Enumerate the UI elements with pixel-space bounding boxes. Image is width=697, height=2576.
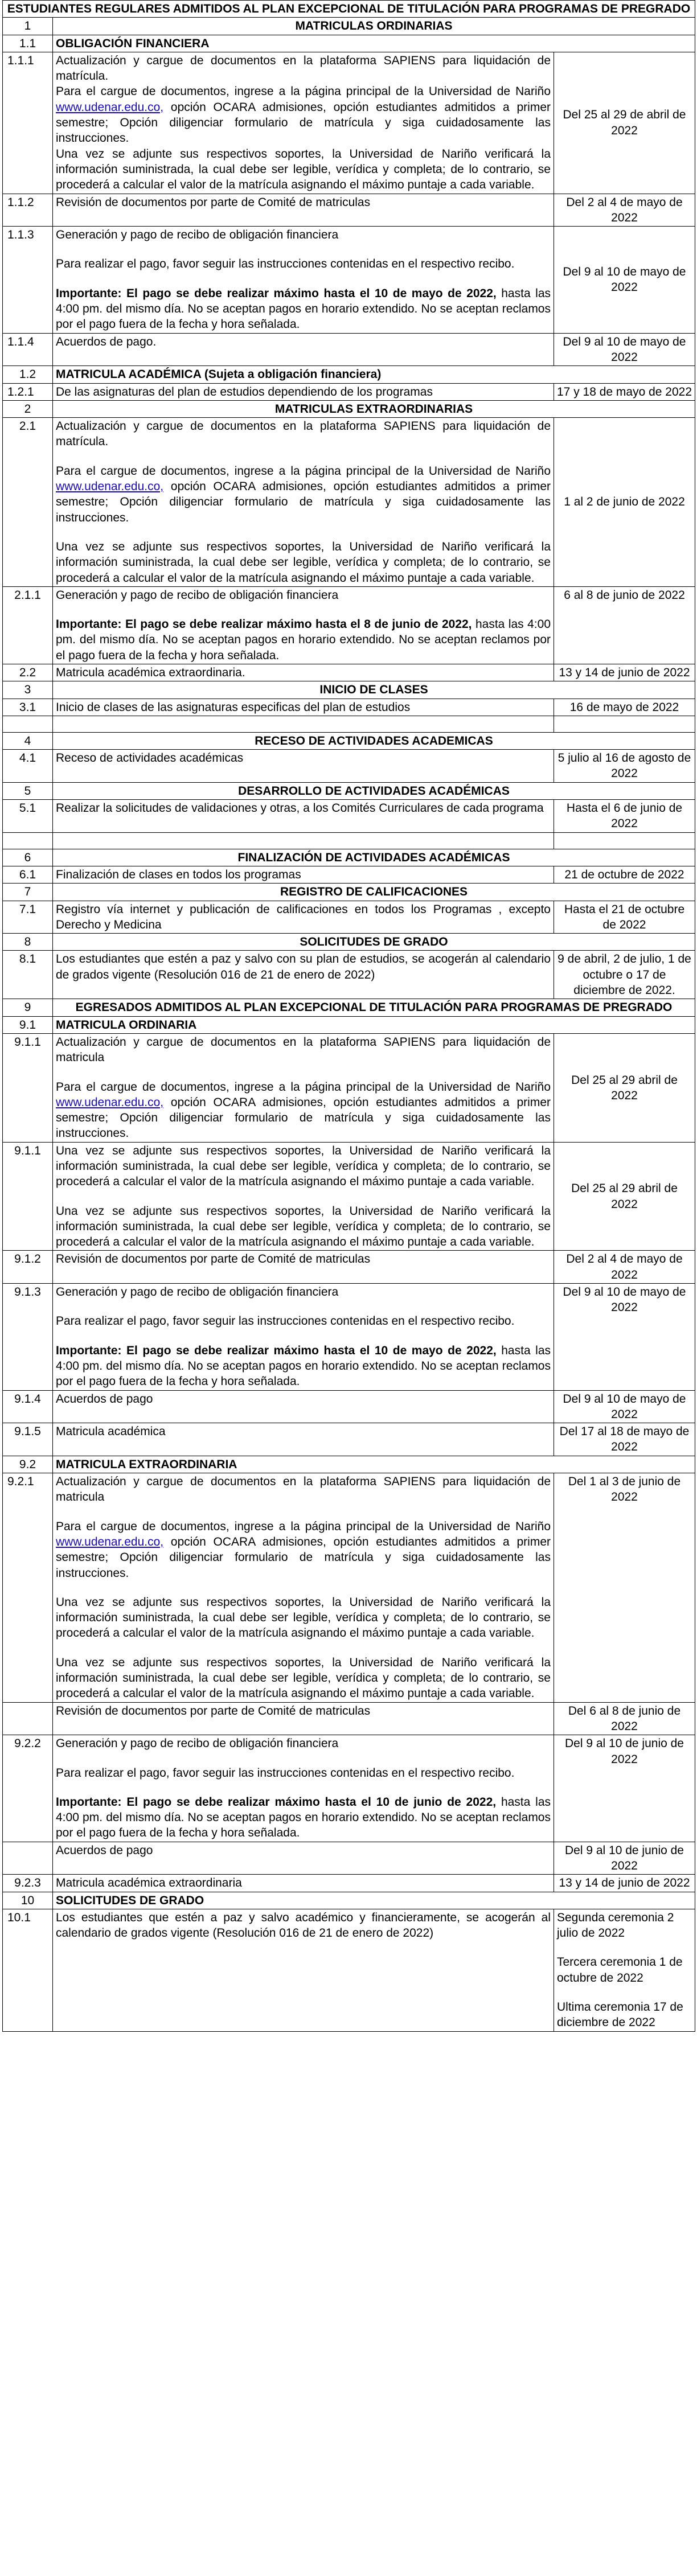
item-date: Del 2 al 4 de mayo de 2022	[554, 194, 695, 227]
table-row	[3, 52, 695, 194]
table-row	[3, 1284, 695, 1390]
desc-paragraph	[56, 286, 551, 332]
desc-paragraph	[56, 617, 551, 663]
subsection-title: OBLIGACIÓN FINANCIERA	[53, 35, 695, 52]
section-title: SOLICITUDES DE GRADO	[53, 934, 695, 951]
subsection-number: 1.2	[3, 366, 53, 383]
title-row	[3, 1, 695, 18]
subsection-title: MATRICULA ACADÉMICA (Sujeta a obligación financiera)	[53, 366, 695, 383]
item-number: 3.1	[3, 699, 53, 716]
section-title: MATRICULAS EXTRAORDINARIAS	[53, 400, 695, 417]
item-date: Del 9 al 10 de junio de 2022	[554, 1735, 695, 1842]
table-row	[3, 194, 695, 227]
subsection-number: 9.1	[3, 1016, 53, 1033]
table-row	[3, 1735, 695, 1842]
section-title: INICIO DE CLASES	[53, 681, 695, 699]
item-number: 1.1.1	[3, 52, 53, 194]
table-row	[3, 1875, 695, 1892]
desc-text: opción OCARA admisiones, opción estudiantes admitidos a primer semestre; Opción diligenciar formulario de matrícula y siga cuidadosamente las instrucciones.	[56, 1095, 551, 1140]
desc-text: Para el cargue de documentos, ingrese a la página principal de la Universidad de Nariño	[56, 85, 551, 98]
document-title: ESTUDIANTES REGULARES ADMITIDOS AL PLAN EXCEPCIONAL DE TITULACIÓN PARA PROGRAMAS DE PREGRADO	[3, 1, 695, 18]
empty-row	[3, 716, 695, 732]
table-row	[3, 951, 695, 999]
subsection-title: MATRICULA ORDINARIA	[53, 1016, 695, 1033]
section-row	[3, 400, 695, 417]
table-row	[3, 333, 695, 366]
section-title: EGRESADOS ADMITIDOS AL PLAN EXCEPCIONAL DE TITULACIÓN PARA PROGRAMAS DE PREGRADO	[53, 999, 695, 1016]
table-row	[3, 901, 695, 934]
desc-paragraph: Una vez se adjunte sus respectivos soportes, la Universidad de Nariño verificará la información suministrada, la cual debe ser legible, verídica y completa; de lo contrario, se procederá a calcular el valor de la matrícula asignando el máximo puntaje a cada variable.	[56, 1144, 551, 1189]
section-number: 8	[3, 934, 53, 951]
item-number: 1.2.1	[3, 383, 53, 400]
section-row	[3, 884, 695, 901]
table-row	[3, 1251, 695, 1284]
item-date: 21 de octubre de 2022	[554, 866, 695, 883]
desc-paragraph: Generación y pago de recibo de obligación financiera	[56, 1737, 339, 1751]
item-description	[53, 1142, 554, 1251]
item-date: Del 9 al 10 de mayo de 2022	[554, 1284, 695, 1390]
section-row	[3, 782, 695, 799]
table-row	[3, 1702, 695, 1735]
item-number: 2.2	[3, 664, 53, 681]
desc-text: opción OCARA admisiones, opción estudiantes admitidos a primer semestre; Opción diligenciar formulario de matrícula y siga cuidadosamente las instrucciones.	[56, 480, 551, 524]
desc-text: hasta las 4:00 pm. del mismo día. No se aceptan pagos en horario extendido. No se aceptan reclamos por el pago fuera de la fecha y hora señalada.	[56, 1795, 551, 1840]
item-date: 13 y 14 de junio de 2022	[554, 664, 695, 681]
section-row	[3, 934, 695, 951]
item-description: Revisión de documentos por parte de Comité de matriculas	[53, 1251, 554, 1284]
section-number: 1	[3, 18, 53, 35]
item-number: 9.1.4	[3, 1390, 53, 1423]
item-date: Del 9 al 10 de mayo de 2022	[554, 333, 695, 366]
desc-paragraph: Una vez se adjunte sus respectivos soportes, la Universidad de Nariño verificará la información suministrada, la cual debe ser legible, verídica y completa; de lo contrario, se procederá a calcular el valor de la matrícula asignando el máximo puntaje a cada variable.	[56, 1204, 551, 1249]
section-row	[3, 681, 695, 699]
desc-paragraph: Una vez se adjunte sus respectivos soportes, la Universidad de Nariño verificará la información suministrada, la cual debe ser legible, verídica y completa; de lo contrario, se procederá a calcular el valor de la matrícula asignando el máximo puntaje a cada variable.	[56, 540, 551, 585]
item-number: 5.1	[3, 800, 53, 833]
desc-paragraph: Generación y pago de recibo de obligación financiera	[56, 588, 339, 602]
item-description: Revisión de documentos por parte de Comité de matriculas	[53, 1702, 554, 1735]
desc-paragraph: Actualización y cargue de documentos en la plataforma SAPIENS para liquidación de matricula	[56, 1035, 551, 1065]
item-description: Acuerdos de pago	[53, 1390, 554, 1423]
section-row	[3, 999, 695, 1016]
item-number: 9.2.3	[3, 1875, 53, 1892]
section-number: 10	[3, 1892, 53, 1909]
empty-cell	[53, 716, 554, 732]
empty-row	[3, 832, 695, 849]
empty-cell	[554, 832, 695, 849]
desc-paragraph: Para realizar el pago, favor seguir las instrucciones contenidas en el respectivo recibo.	[56, 1766, 515, 1780]
desc-paragraph: Para realizar el pago, favor seguir las instrucciones contenidas en el respectivo recibo.	[56, 257, 515, 271]
item-date: Del 25 al 29 abril de 2022	[554, 1033, 695, 1142]
section-row	[3, 1892, 695, 1909]
item-description: Los estudiantes que estén a paz y salvo con su plan de estudios, se acogerán al calendario de grados vigente (Resolución 016 de 21 de enero de 2022)	[53, 951, 554, 999]
section-title: RECESO DE ACTIVIDADES ACADEMICAS	[53, 732, 695, 749]
item-description	[53, 1735, 554, 1842]
desc-paragraph: Actualización y cargue de documentos en la plataforma SAPIENS para liquidación de matricula	[56, 1475, 551, 1504]
subsection-row	[3, 1016, 695, 1033]
table-row	[3, 1390, 695, 1423]
desc-paragraph	[56, 1079, 551, 1141]
udenar-link[interactable]: www.udenar.edu.co,	[56, 480, 164, 494]
desc-paragraph	[56, 463, 551, 525]
table-row	[3, 418, 695, 587]
item-number: 1.1.4	[3, 333, 53, 366]
item-number	[3, 1702, 53, 1735]
item-description	[53, 1033, 554, 1142]
section-row	[3, 849, 695, 866]
item-date: Hasta el 6 de junio de 2022	[554, 800, 695, 833]
desc-text: Para el cargue de documentos, ingrese a la página principal de la Universidad de Nariño	[56, 1080, 551, 1094]
subsection-row	[3, 35, 695, 52]
item-date: 5 julio al 16 de agosto de 2022	[554, 750, 695, 783]
item-description: Matricula académica	[53, 1423, 554, 1456]
item-date	[554, 1909, 695, 2031]
desc-paragraph	[56, 1343, 551, 1390]
desc-paragraph: Una vez se adjunte sus respectivos soportes, la Universidad de Nariño verificará la información suministrada, la cual debe ser legible, verídica y completa; de lo contrario, se procederá a calcular el valor de la matrícula asignando el máximo puntaje a cada variable.	[56, 147, 551, 192]
item-date: Del 2 al 4 de mayo de 2022	[554, 1251, 695, 1284]
item-date: Del 17 al 18 de mayo de 2022	[554, 1423, 695, 1456]
item-description	[53, 586, 554, 664]
subsection-row	[3, 1456, 695, 1473]
desc-paragraph	[56, 1794, 551, 1841]
section-number: 2	[3, 400, 53, 417]
item-description: Realizar la solicitudes de validaciones y otras, a los Comités Curriculares de cada programa	[53, 800, 554, 833]
section-number: 6	[3, 849, 53, 866]
section-title: REGISTRO DE CALIFICACIONES	[53, 884, 695, 901]
item-description	[53, 52, 554, 194]
item-date: 1 al 2 de junio de 2022	[554, 418, 695, 587]
desc-text: Para el cargue de documentos, ingrese a la página principal de la Universidad de Nariño	[56, 464, 551, 478]
desc-paragraph: Para realizar el pago, favor seguir las instrucciones contenidas en el respectivo recibo.	[56, 1314, 515, 1328]
academic-calendar-table	[2, 0, 695, 2032]
item-date: Del 25 al 29 abril de 2022	[554, 1142, 695, 1251]
desc-paragraph	[56, 1519, 551, 1581]
item-date: Del 1 al 3 de junio de 2022	[554, 1473, 695, 1703]
table-row	[3, 866, 695, 883]
desc-paragraph: Una vez se adjunte sus respectivos soportes, la Universidad de Nariño verificará la información suministrada, la cual debe ser legible, verídica y completa; de lo contrario, se procederá a calcular el valor de la matrícula asignando el máximo puntaje a cada variable.	[56, 1655, 551, 1700]
item-number: 1.1.3	[3, 227, 53, 333]
section-row	[3, 18, 695, 35]
item-date: 17 y 18 de mayo de 2022	[554, 383, 695, 400]
item-description: Receso de actividades académicas	[53, 750, 554, 783]
item-date: Hasta el 21 de octubre de 2022	[554, 901, 695, 934]
important-note: Importante: El pago se debe realizar máximo hasta el 10 de mayo de 2022,	[56, 1344, 497, 1357]
desc-text: hasta las 4:00 pm. del mismo día. No se aceptan pagos en horario extendido. No se aceptan reclamos por el pago fuera de la fecha y hora señalada.	[56, 286, 551, 331]
table-row	[3, 227, 695, 333]
item-description: Inicio de clases de las asignaturas especificas del plan de estudios	[53, 699, 554, 716]
empty-cell	[554, 716, 695, 732]
item-description	[53, 227, 554, 333]
item-number: 9.1.2	[3, 1251, 53, 1284]
table-row	[3, 1909, 695, 2031]
item-date: Del 25 al 29 de abril de 2022	[554, 52, 695, 194]
empty-cell	[53, 832, 554, 849]
item-description: Acuerdos de pago.	[53, 333, 554, 366]
item-number: 9.1.1	[3, 1033, 53, 1142]
item-number: 7.1	[3, 901, 53, 934]
desc-paragraph: Generación y pago de recibo de obligación financiera	[56, 228, 339, 242]
item-number: 2.1.1	[3, 586, 53, 664]
item-number: 6.1	[3, 866, 53, 883]
item-date: Del 9 al 10 de mayo de 2022	[554, 227, 695, 333]
section-number: 4	[3, 732, 53, 749]
section-number: 9	[3, 999, 53, 1016]
table-row	[3, 1142, 695, 1251]
desc-paragraph: Actualización y cargue de documentos en la plataforma SAPIENS para liquidación de matrícula.	[56, 420, 551, 449]
item-description: De las asignaturas del plan de estudios dependiendo de los programas	[53, 383, 554, 400]
desc-text: opción OCARA admisiones, opción estudiantes admitidos a primer semestre; Opción diligenciar formulario de matrícula y siga cuidadosamente las instrucciones.	[56, 100, 551, 145]
item-description	[53, 1473, 554, 1703]
subsection-number: 1.1	[3, 35, 53, 52]
item-date: 6 al 8 de junio de 2022	[554, 586, 695, 664]
subsection-number: 9.2	[3, 1456, 53, 1473]
item-number: 9.2.2	[3, 1735, 53, 1842]
section-title: MATRICULAS ORDINARIAS	[53, 18, 695, 35]
desc-text: Para el cargue de documentos, ingrese a la página principal de la Universidad de Nariño	[56, 1519, 551, 1533]
subsection-title: MATRICULA EXTRAORDINARIA	[53, 1456, 695, 1473]
item-description: Revisión de documentos por parte de Comité de matriculas	[53, 194, 554, 227]
item-description: Matricula académica extraordinaria	[53, 1875, 554, 1892]
item-number: 9.1.5	[3, 1423, 53, 1456]
section-row	[3, 732, 695, 749]
table-row	[3, 383, 695, 400]
item-date: 13 y 14 de junio de 2022	[554, 1875, 695, 1892]
desc-text: opción OCARA admisiones, opción estudiantes admitidos a primer semestre; Opción diligenciar formulario de matrícula y siga cuidadosamente las instrucciones.	[56, 1535, 551, 1580]
important-note: Importante: El pago se debe realizar máximo hasta el 10 de junio de 2022,	[56, 1795, 497, 1809]
item-date: Del 9 al 10 de mayo de 2022	[554, 1390, 695, 1423]
item-date: Del 9 al 10 de junio de 2022	[554, 1842, 695, 1875]
desc-paragraph: Generación y pago de recibo de obligación financiera	[56, 1285, 339, 1299]
item-description: Matricula académica extraordinaria.	[53, 664, 554, 681]
udenar-link[interactable]: www.udenar.edu.co,	[56, 1535, 164, 1548]
desc-text: hasta las 4:00 pm. del mismo día. No se aceptan pagos en horario extendido. No se aceptan reclamos por el pago fuera de la fecha y hora señalada.	[56, 618, 551, 662]
item-description: Registro vía internet y publicación de calificaciones en todos los Programas , excepto Derecho y Medicina	[53, 901, 554, 934]
section-title: FINALIZACIÓN DE ACTIVIDADES ACADÉMICAS	[53, 849, 695, 866]
table-row	[3, 1473, 695, 1703]
item-number: 9.2.1	[3, 1473, 53, 1703]
section-number: 7	[3, 884, 53, 901]
important-note: Importante: El pago se debe realizar máximo hasta el 10 de mayo de 2022,	[56, 286, 497, 300]
udenar-link[interactable]: www.udenar.edu.co,	[56, 100, 164, 114]
section-number: 3	[3, 681, 53, 699]
item-description: Los estudiantes que estén a paz y salvo académico y financieramente, se acogerán al calendario de grados vigente (Resolución 016 de 21 de enero de 2022)	[53, 1909, 554, 2031]
table-row	[3, 664, 695, 681]
item-date: 16 de mayo de 2022	[554, 699, 695, 716]
item-description	[53, 418, 554, 587]
desc-text: hasta las 4:00 pm. del mismo día. No se aceptan pagos en horario extendido. No se aceptan reclamos por el pago fuera de la fecha y hora señalada.	[56, 1344, 551, 1388]
table-row	[3, 699, 695, 716]
desc-paragraph	[56, 84, 551, 146]
ceremony-date: Tercera ceremonia 1 de octubre de 2022	[557, 1955, 683, 1985]
udenar-link[interactable]: www.udenar.edu.co,	[56, 1095, 164, 1109]
desc-paragraph: Actualización y cargue de documentos en la plataforma SAPIENS para liquidación de matrícula.	[56, 54, 551, 83]
table-row	[3, 750, 695, 783]
item-number	[3, 1842, 53, 1875]
item-number: 4.1	[3, 750, 53, 783]
table-row	[3, 800, 695, 833]
section-title: DESARROLLO DE ACTIVIDADES ACADÉMICAS	[53, 782, 695, 799]
table-row	[3, 1423, 695, 1456]
item-date: Del 6 al 8 de junio de 2022	[554, 1702, 695, 1735]
empty-cell	[3, 716, 53, 732]
item-number: 8.1	[3, 951, 53, 999]
ceremony-date: Ultima ceremonia 17 de diciembre de 2022	[557, 2000, 683, 2029]
table-row	[3, 1033, 695, 1142]
item-description	[53, 1284, 554, 1390]
desc-paragraph: Una vez se adjunte sus respectivos soportes, la Universidad de Nariño verificará la información suministrada, la cual debe ser legible, verídica y completa; de lo contrario, se procederá a calcular el valor de la matrícula asignando el máximo puntaje a cada variable.	[56, 1595, 551, 1640]
subsection-row	[3, 366, 695, 383]
item-number: 2.1	[3, 418, 53, 587]
item-number: 10.1	[3, 1909, 53, 2031]
item-number: 9.1.1	[3, 1142, 53, 1251]
important-note: Importante: El pago se debe realizar máximo hasta el 8 de junio de 2022,	[56, 618, 472, 631]
ceremony-date: Segunda ceremonia 2 julio de 2022	[557, 1911, 674, 1940]
item-description: Acuerdos de pago	[53, 1842, 554, 1875]
table-row	[3, 586, 695, 664]
section-number: 5	[3, 782, 53, 799]
item-description: Finalización de clases en todos los programas	[53, 866, 554, 883]
item-number: 1.1.2	[3, 194, 53, 227]
item-number: 9.1.3	[3, 1284, 53, 1390]
table-row	[3, 1842, 695, 1875]
empty-cell	[3, 832, 53, 849]
section-title: SOLICITUDES DE GRADO	[53, 1892, 695, 1909]
item-date: 9 de abril, 2 de julio, 1 de octubre o 17 de diciembre de 2022.	[554, 951, 695, 999]
